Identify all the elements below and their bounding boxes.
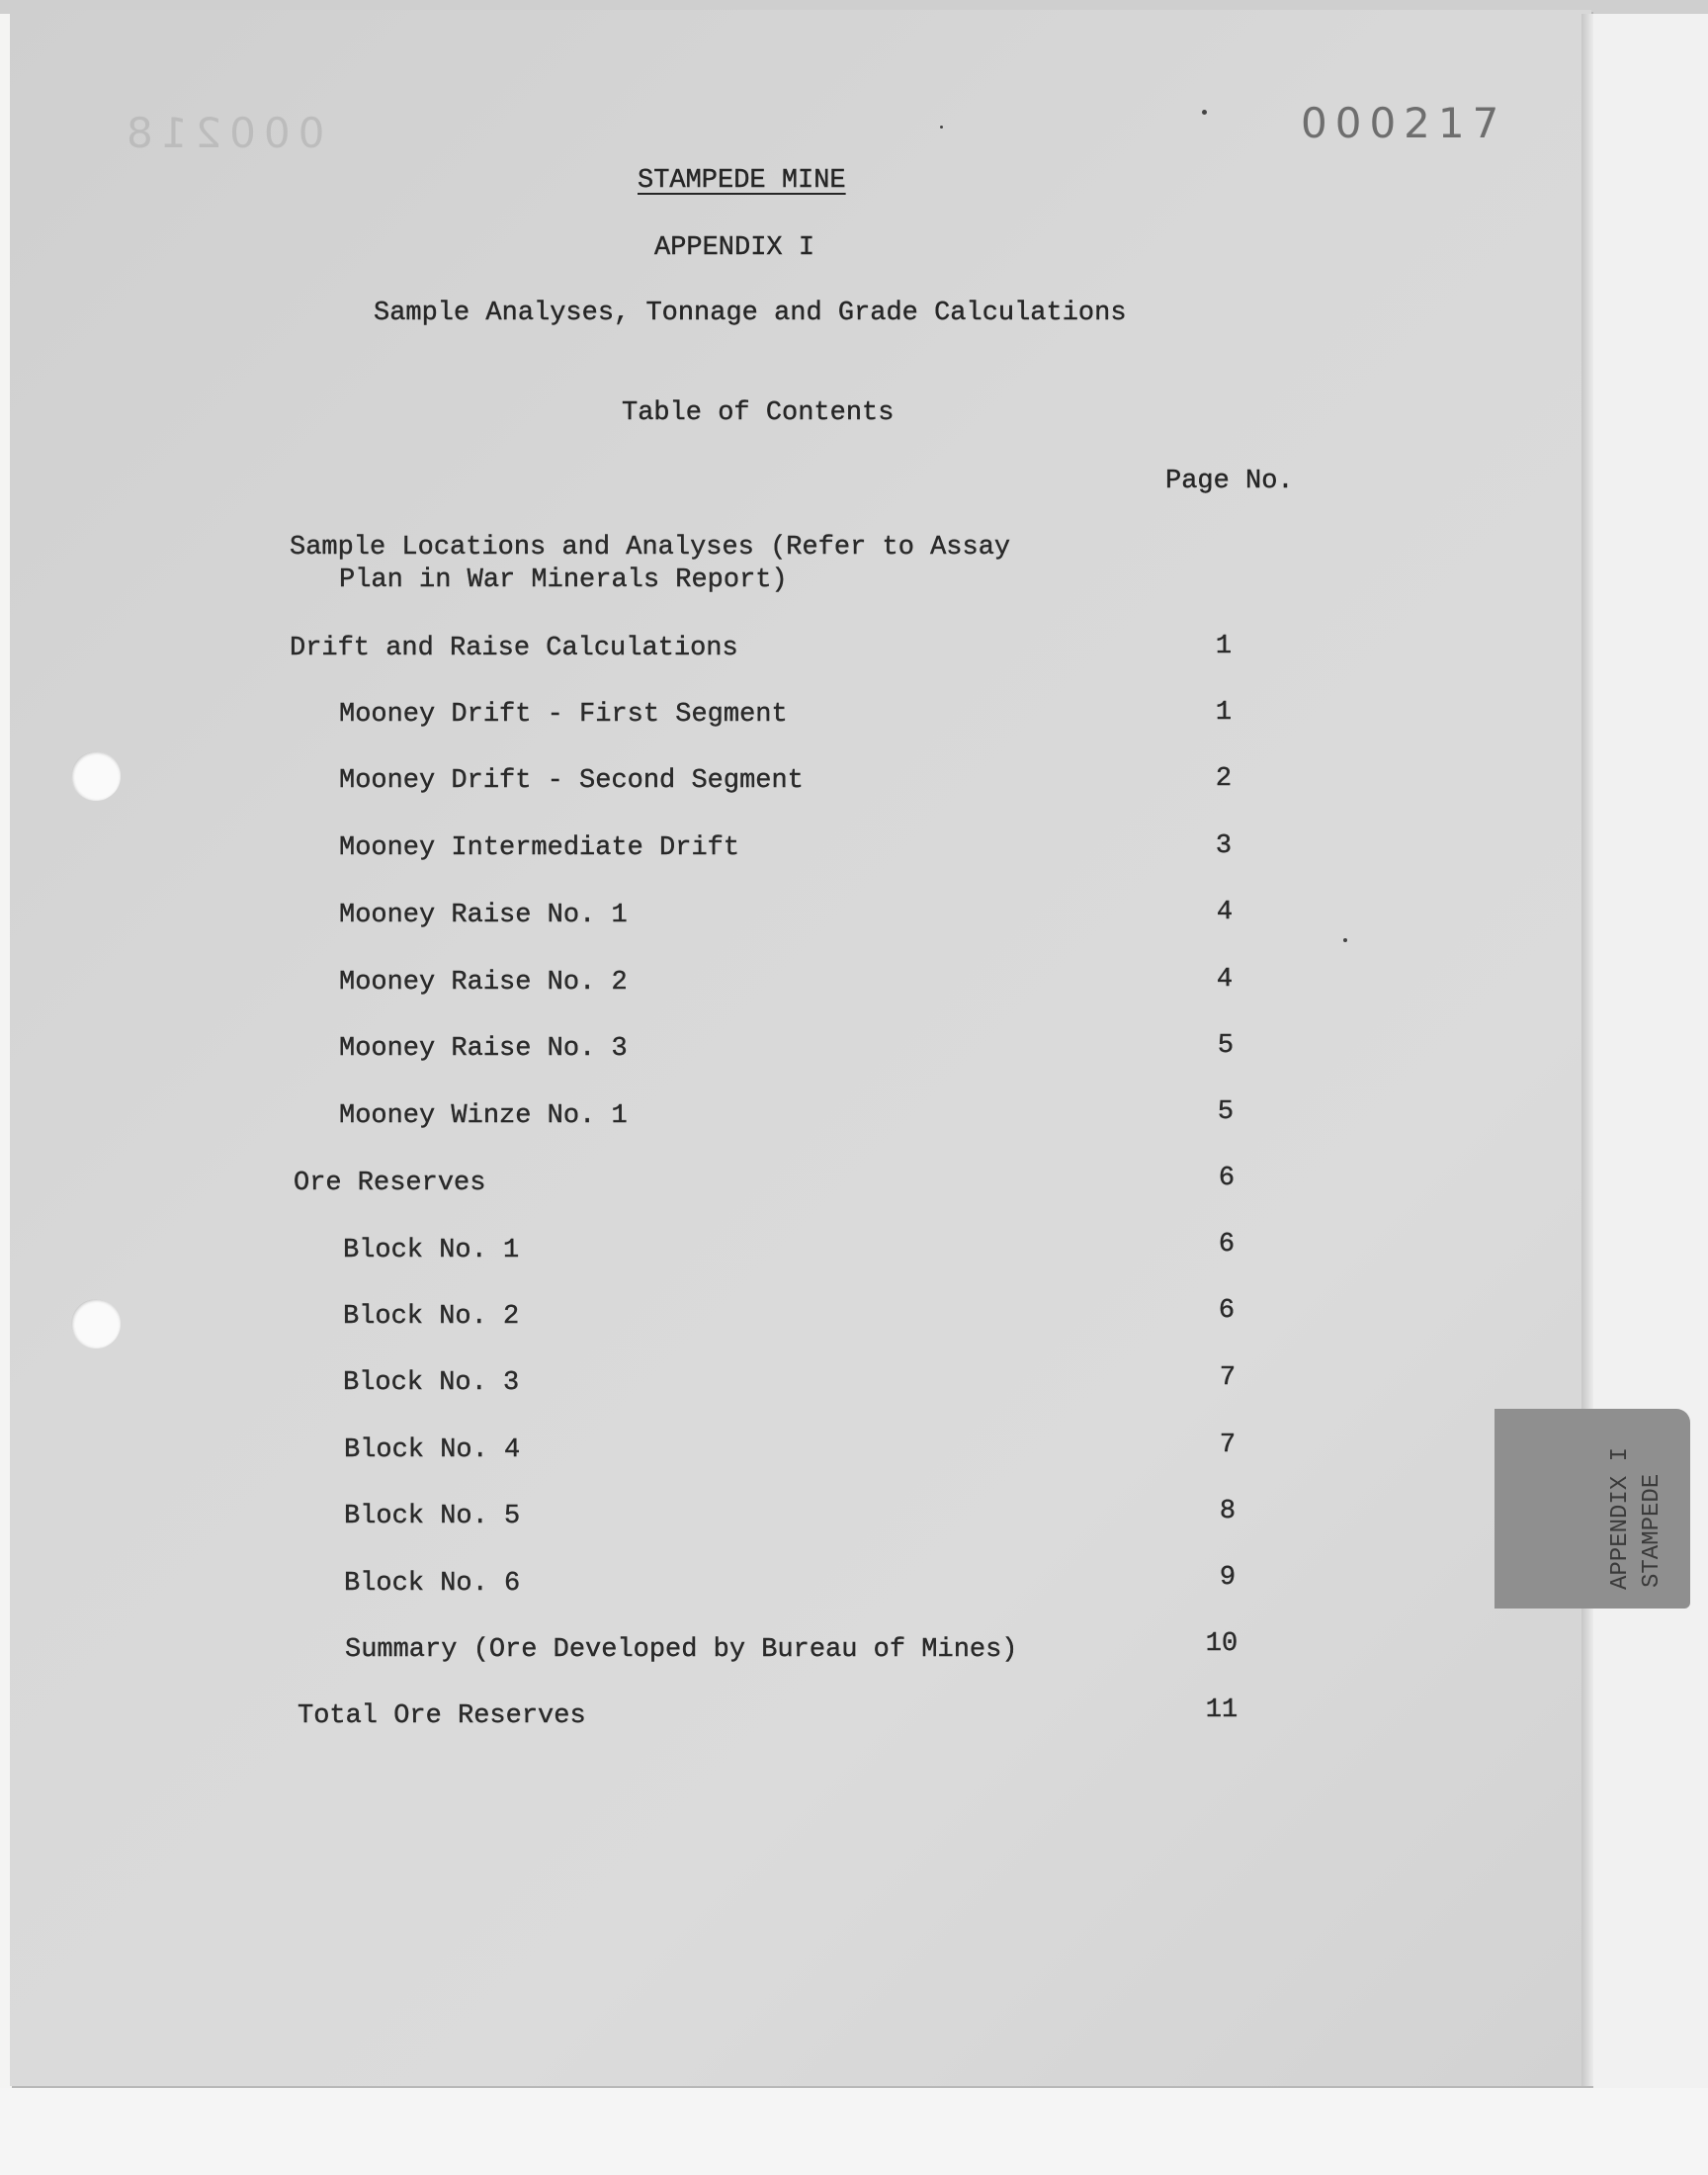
toc-entry-page: 10	[1205, 1629, 1238, 1659]
toc-entry-page: 7	[1219, 1363, 1237, 1393]
toc-intro-line-2: Plan in War Minerals Report)	[339, 566, 788, 595]
document-title: STAMPEDE MINE	[638, 166, 846, 196]
scan-speck	[940, 126, 943, 129]
toc-entry-label: Mooney Drift - First Segment	[339, 700, 788, 730]
toc-entry-label: Drift and Raise Calculations	[290, 634, 738, 663]
toc-entry-page: 1	[1215, 698, 1233, 728]
toc-entry-page: 1	[1215, 632, 1233, 661]
index-tab-label: STAMPEDE	[1639, 1473, 1665, 1588]
toc-entry-page: 9	[1219, 1563, 1237, 1593]
toc-entry-label: Block No. 6	[344, 1569, 521, 1599]
toc-entry-label: Mooney Drift - Second Segment	[339, 766, 804, 796]
toc-entry-label: Mooney Winze No. 1	[339, 1101, 628, 1131]
toc-entry-label: Block No. 3	[343, 1368, 520, 1398]
toc-entry-label: Block No. 5	[344, 1502, 521, 1531]
scan-speck	[1202, 110, 1207, 115]
toc-entry-label: Block No. 1	[343, 1236, 520, 1265]
punch-hole	[71, 751, 121, 801]
toc-entry-page: 11	[1205, 1696, 1238, 1725]
toc-entry-page: 6	[1218, 1230, 1236, 1260]
toc-entry-label: Mooney Raise No. 3	[339, 1034, 628, 1064]
page-number-stamp: 000217	[1301, 99, 1507, 147]
toc-entry-page: 6	[1218, 1296, 1236, 1326]
sheet-edge-shadow	[1581, 14, 1593, 2086]
appendix-heading: APPENDIX I	[654, 233, 815, 263]
scan-background-bottom	[0, 2088, 1708, 2175]
punch-hole	[71, 1299, 121, 1348]
index-tab-label: APPENDIX I	[1607, 1446, 1634, 1590]
toc-entry-label: Mooney Raise No. 2	[339, 968, 628, 998]
document-subtitle: Sample Analyses, Tonnage and Grade Calculations	[374, 299, 1127, 328]
scan-speck	[1343, 938, 1347, 942]
page-number-column-heading: Page No.	[1165, 467, 1294, 496]
toc-entry-label: Ore Reserves	[294, 1169, 486, 1198]
toc-entry-label: Block No. 4	[344, 1436, 521, 1465]
toc-entry-label: Mooney Intermediate Drift	[339, 833, 740, 863]
toc-entry-page: 3	[1215, 831, 1233, 861]
scan-background-strip	[1593, 14, 1708, 2175]
toc-entry-page: 4	[1216, 898, 1234, 927]
toc-entry-page: 5	[1217, 1097, 1235, 1127]
toc-entry-page: 7	[1219, 1431, 1237, 1460]
toc-entry-page: 2	[1215, 764, 1233, 794]
toc-entry-label: Summary (Ore Developed by Bureau of Mines)	[345, 1635, 1018, 1665]
toc-entry-label: Mooney Raise No. 1	[339, 901, 628, 930]
toc-entry-page: 5	[1217, 1031, 1235, 1061]
toc-entry-page: 4	[1216, 965, 1234, 995]
toc-entry-page: 6	[1218, 1164, 1236, 1193]
bleed-through-stamp: 000218	[119, 109, 325, 157]
toc-heading: Table of Contents	[622, 398, 895, 428]
toc-intro-line-1: Sample Locations and Analyses (Refer to Assay	[290, 533, 1011, 563]
toc-entry-label: Block No. 2	[343, 1302, 520, 1332]
toc-entry-label: Total Ore Reserves	[298, 1701, 586, 1731]
toc-entry-page: 8	[1219, 1497, 1237, 1526]
